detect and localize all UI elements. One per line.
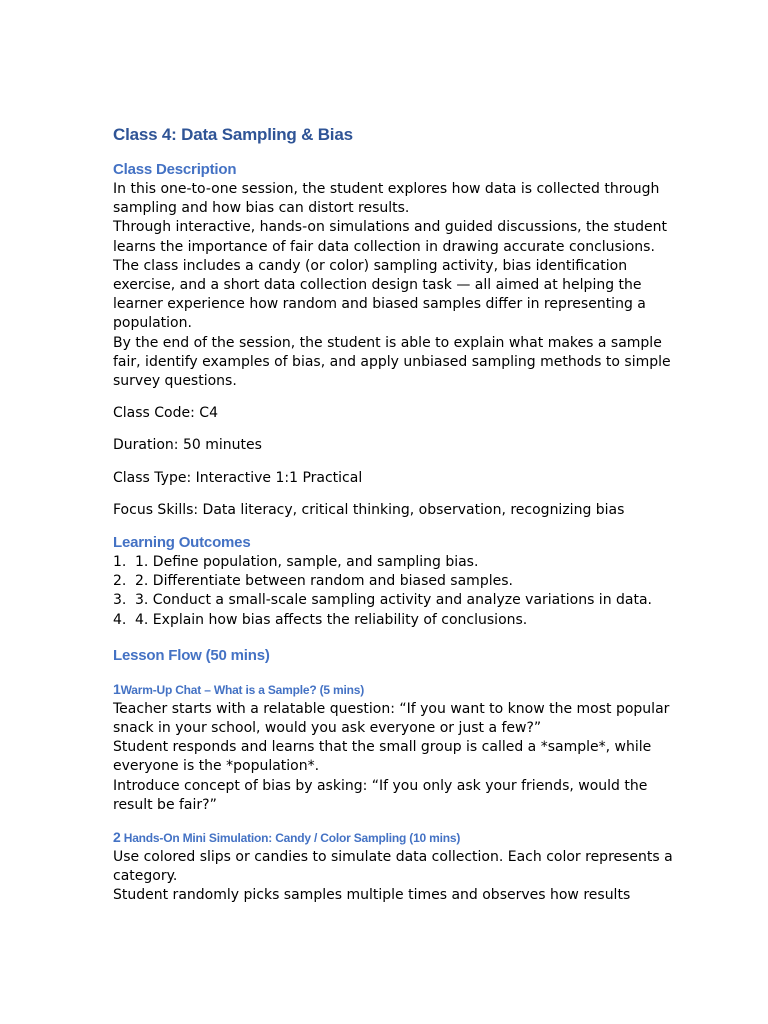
description-paragraph: In this one-to-one session, the student explores how data is collected through sampling and how bias can distort results. — [113, 181, 660, 217]
description-paragraph: By the end of the session, the student is able to explain what makes a sample fair, identify examples of bias, and apply unbiased sampling methods to simple survey questions. — [113, 334, 671, 390]
learning-outcomes-heading: Learning Outcomes — [113, 534, 251, 552]
list-item — [113, 611, 673, 630]
list-item — [113, 591, 673, 610]
step-1-heading — [113, 680, 673, 699]
spacer — [113, 391, 673, 404]
document-content — [113, 124, 673, 906]
step-paragraph: Introduce concept of bias by asking: “If you only ask your friends, would the result be fair?” — [113, 777, 648, 813]
step-paragraph: Use colored slips or candies to simulate data collection. Each color represents a category. — [113, 849, 673, 885]
list-item-text: 4. Explain how bias affects the reliability of conclusions. — [135, 611, 528, 628]
list-item-text: 2. Differentiate between random and biased samples. — [135, 573, 513, 590]
step-paragraph: Student randomly picks samples multiple times and observes how results — [113, 887, 631, 904]
list-item — [113, 553, 673, 572]
learning-outcomes-list — [113, 553, 673, 630]
step-paragraph: Student responds and learns that the small group is called a *sample*, while everyone is the *population*. — [113, 739, 652, 775]
class-description-heading: Class Description — [113, 161, 237, 178]
class-code: Class Code: C4 — [113, 405, 218, 422]
step-number: 2 — [113, 829, 121, 846]
description-paragraph: The class includes a candy (or color) sampling activity, bias identification exercise, and a short data collection design task — all aimed at helping the learner experience how random and biased samples differ in representing a population. — [113, 257, 646, 332]
lesson-flow-heading: Lesson Flow (50 mins) — [113, 646, 270, 664]
description-paragraph: Through interactive, hands-on simulations and guided discussions, the student learns the importance of fair data collection in drawing accurate conclusions. — [113, 219, 667, 255]
step-number: 1 — [113, 680, 121, 697]
list-item-text: 3. Conduct a small-scale sampling activity and analyze variations in data. — [135, 592, 653, 609]
list-item-text: 1. Define population, sample, and sampling bias. — [135, 554, 479, 571]
step-2-heading — [113, 828, 673, 847]
step-title: Warm-Up Chat – What is a Sample? (5 mins) — [120, 682, 364, 697]
list-marker: 2. — [113, 573, 127, 590]
list-item — [113, 572, 673, 591]
list-marker: 1. — [113, 554, 127, 571]
document-title: Class 4: Data Sampling & Bias — [113, 125, 353, 144]
list-marker: 3. — [113, 592, 127, 609]
focus-skills: Focus Skills: Data literacy, critical thinking, observation, recognizing bias — [113, 501, 625, 518]
step-title: Hands-On Mini Simulation: Candy / Color Sampling (10 mins) — [120, 831, 461, 846]
step-paragraph: Teacher starts with a relatable question: “If you want to know the most popular snack in your school, would you ask everyone or just a few?” — [113, 700, 670, 737]
list-marker: 4. — [113, 611, 127, 628]
class-type: Class Type: Interactive 1:1 Practical — [113, 469, 363, 486]
duration: Duration: 50 minutes — [113, 437, 262, 454]
